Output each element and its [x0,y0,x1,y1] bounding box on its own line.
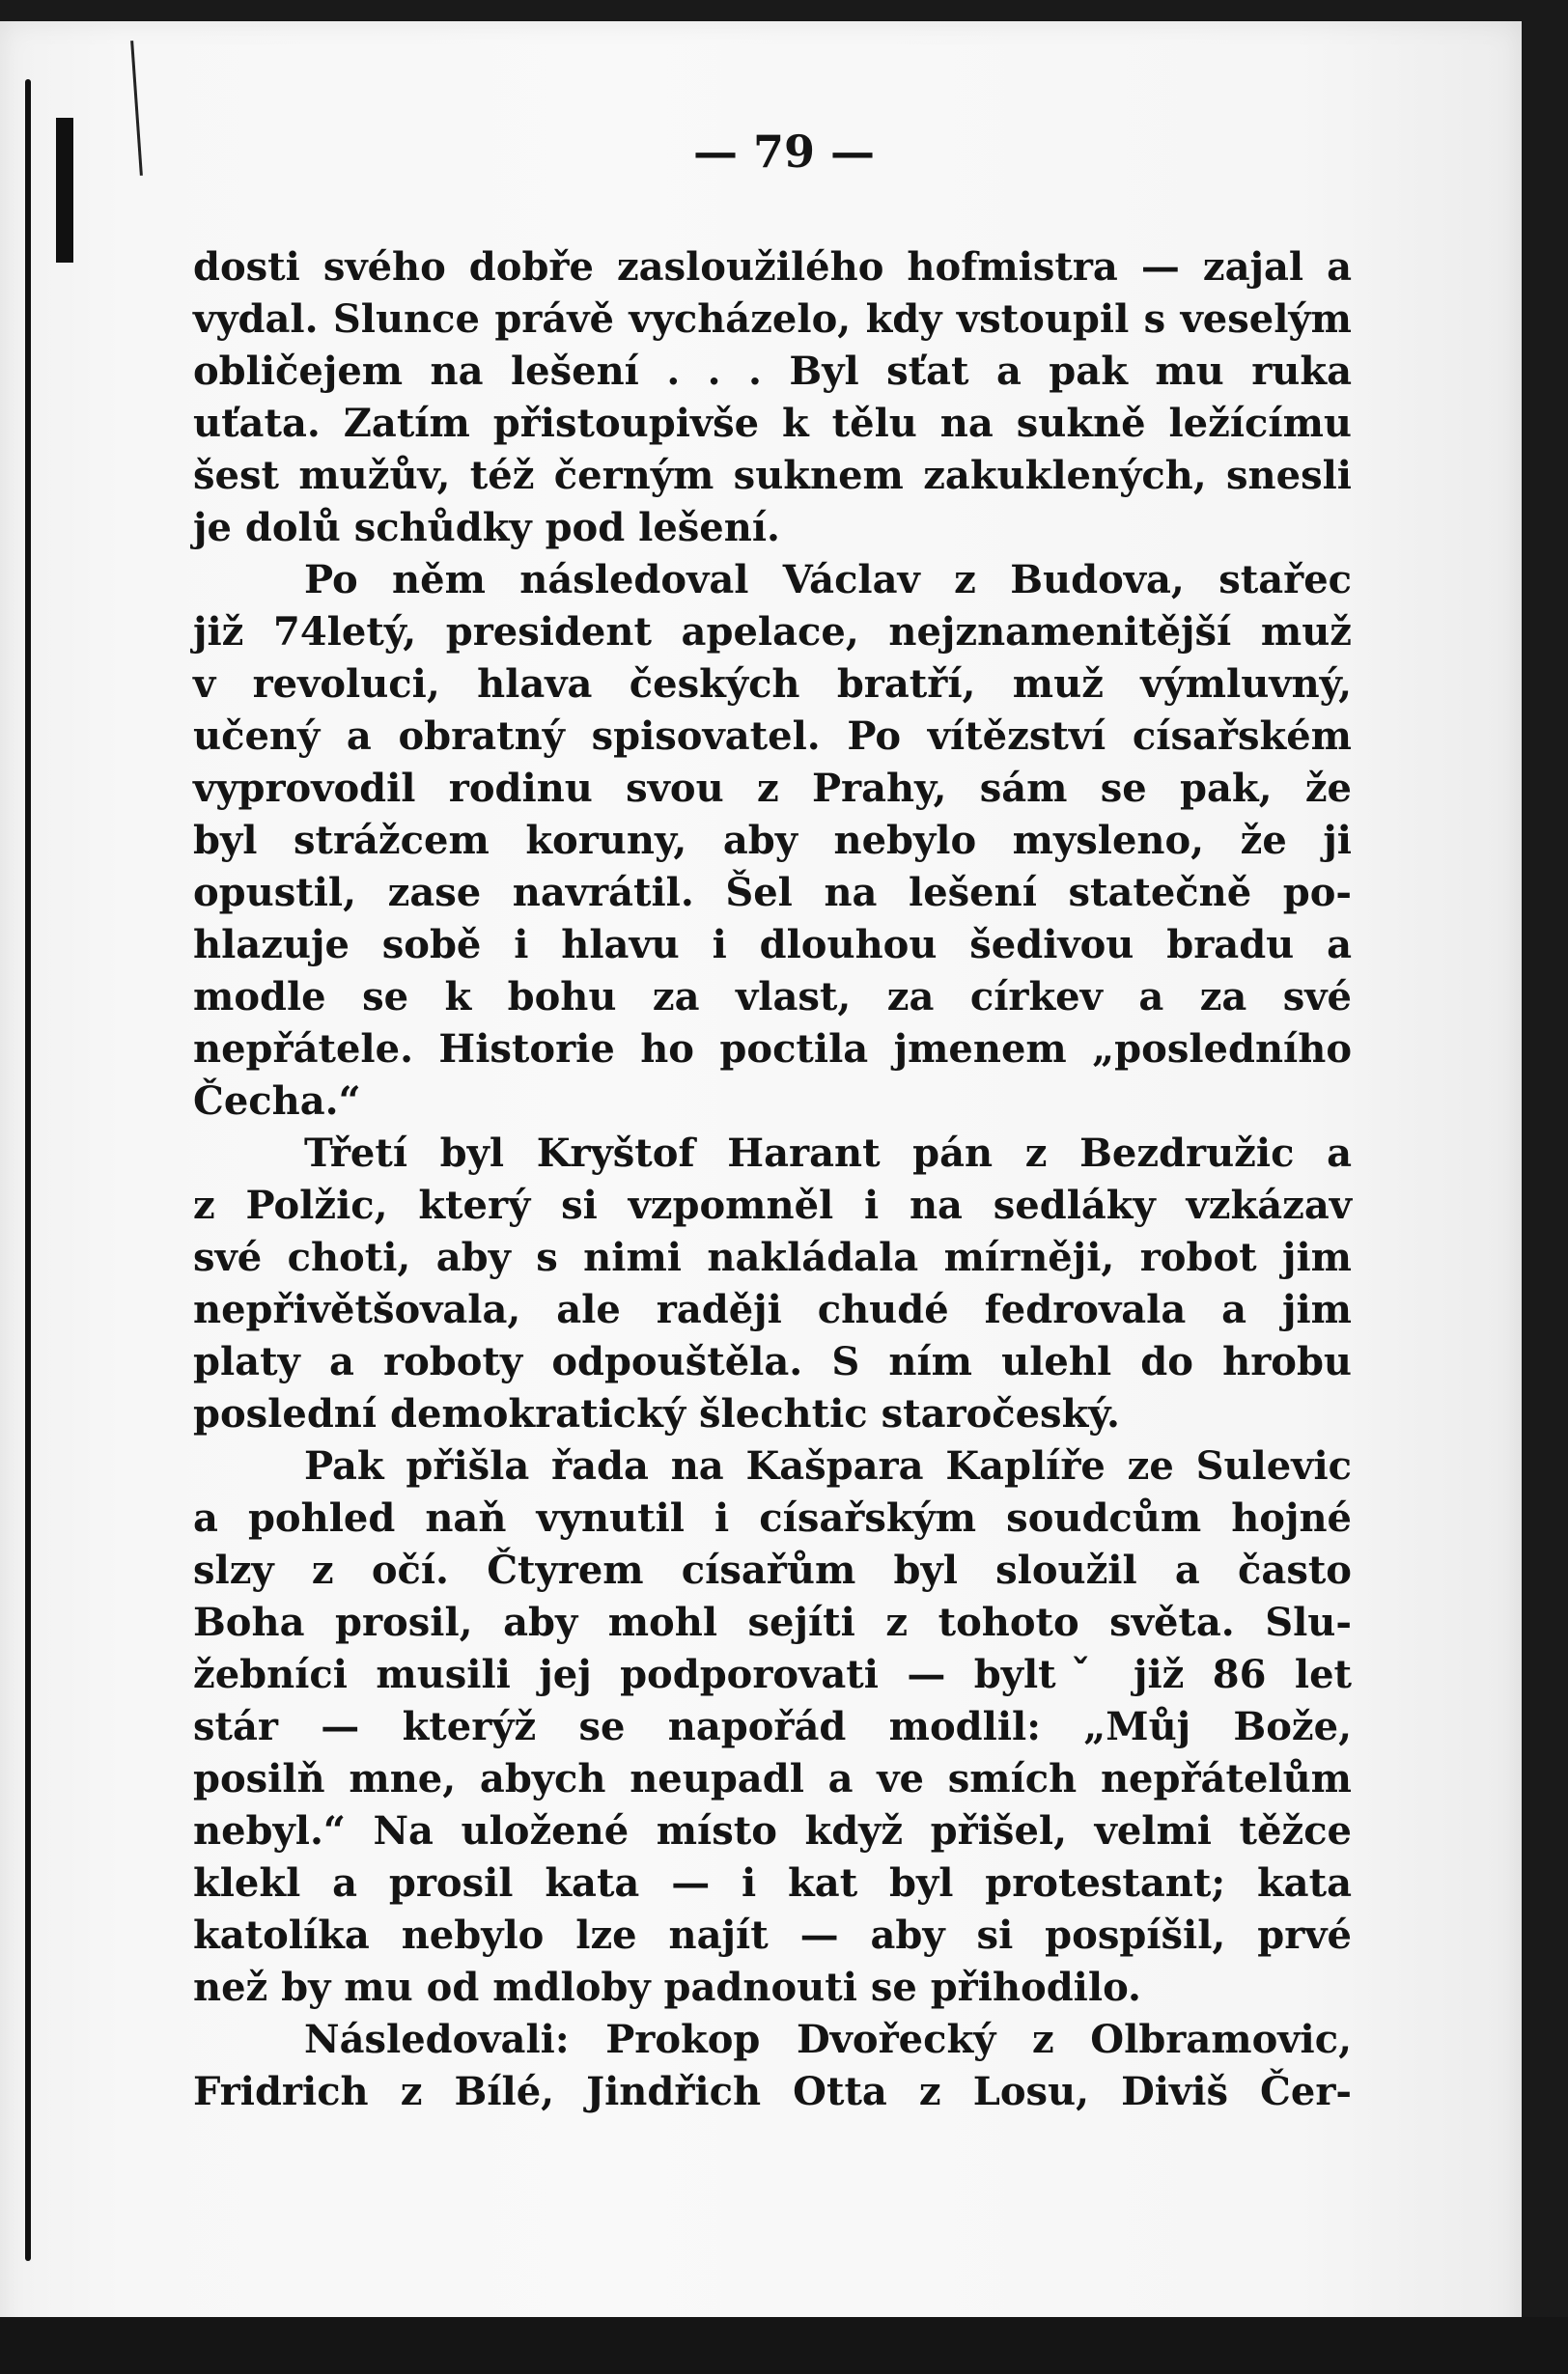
text-line: Čecha.“ [193,1078,361,1124]
text-line: Fridrich z Bílé, Jindřich Otta z Losu, Diviš Čer- [193,2069,1352,2114]
text-line: než by mu od mdloby padnouti se přihodilo. [193,1965,1141,2010]
text-line: nepřivětšovala, ale raději chudé fedrovala a jim [193,1287,1352,1332]
text-line: učený a obratný spisovatel. Po vítězství císařském [193,713,1352,759]
page-number: — 79 — [692,126,876,178]
text-line: platy a roboty odpouštěla. S ním ulehl do hrobu [193,1339,1352,1384]
text-line: Pak přišla řada na Kašpara Kaplíře ze Sulevic [304,1443,1352,1489]
text-line: Po něm následoval Václav z Budova, stařec [304,557,1352,602]
text-line: šest mužův, též černým suknem zakuklených, snesli [193,453,1352,498]
text-line: v revoluci, hlava českých bratří, muž výmluvný, [193,661,1352,707]
text-line: posilň mne, abych neupadl a ve smích nepřátelům [193,1756,1352,1801]
text-line: již 74letý, president apelace, nejznamenitější muž [193,609,1352,655]
text-line: klekl a prosil kata — i kat byl protestant; kata [193,1860,1352,1906]
text-line: nebyl.“ Na uložené místo když přišel, velmi těžce [193,1808,1352,1854]
body-text [193,241,1352,2118]
text-line: a pohled naň vynutil i císařským soudcům hojné [193,1495,1352,1541]
text-line: obličejem na lešení . . . Byl sťat a pak mu ruka [193,349,1352,394]
binding-edge [25,79,31,2261]
text-line: opustil, zase navrátil. Šel na lešení statečně po- [193,870,1352,915]
text-line: stár — kterýž se napořád modlil: „Můj Bože, [193,1704,1352,1749]
text-line: dosti svého dobře zasloužilého hofmistra — zajal a [193,244,1352,290]
text-line: je dolů schůdky pod lešení. [193,505,780,550]
scan-bottom-edge [0,2317,1568,2374]
text-line: katolíka nebylo lze najít — aby si pospíšil, prvé [193,1913,1352,1958]
text-line: Následovali: Prokop Dvořecký z Olbramovic, [304,2017,1352,2062]
text-line: z Polžic, který si vzpomněl i na sedláky vzkázav [193,1183,1352,1228]
text-line: své choti, aby s nimi nakládala mírněji, robot jim [193,1235,1352,1280]
text-line: uťata. Zatím přistoupivše k tělu na sukně ležícímu [193,401,1352,446]
text-line: nepřátele. Historie ho poctila jmenem „posledního [193,1026,1352,1072]
text-line: vydal. Slunce právě vycházelo, kdy vstoupil s veselým [193,296,1352,342]
text-line: hlazuje sobě i hlavu i dlouhou šedivou bradu a [193,922,1352,967]
text-line: vyprovodil rodinu svou z Prahy, sám se pak, že [193,766,1352,811]
text-line: modle se k bohu za vlast, za církev a za své [193,974,1352,1019]
text-line: slzy z očí. Čtyrem císařům byl sloužil a často [193,1548,1352,1593]
text-line: poslední demokratický šlechtic staročeský. [193,1391,1120,1437]
text-line: Třetí byl Kryštof Harant pán z Bezdružic a [304,1131,1352,1176]
text-line: byl strážcem koruny, aby nebylo mysleno, že ji [193,818,1352,863]
text-line: žebníci musili jej podporovati — byltˇ již 86 let [193,1652,1352,1697]
text-line: Boha prosil, aby mohl sejíti z tohoto světa. Slu- [193,1600,1352,1645]
